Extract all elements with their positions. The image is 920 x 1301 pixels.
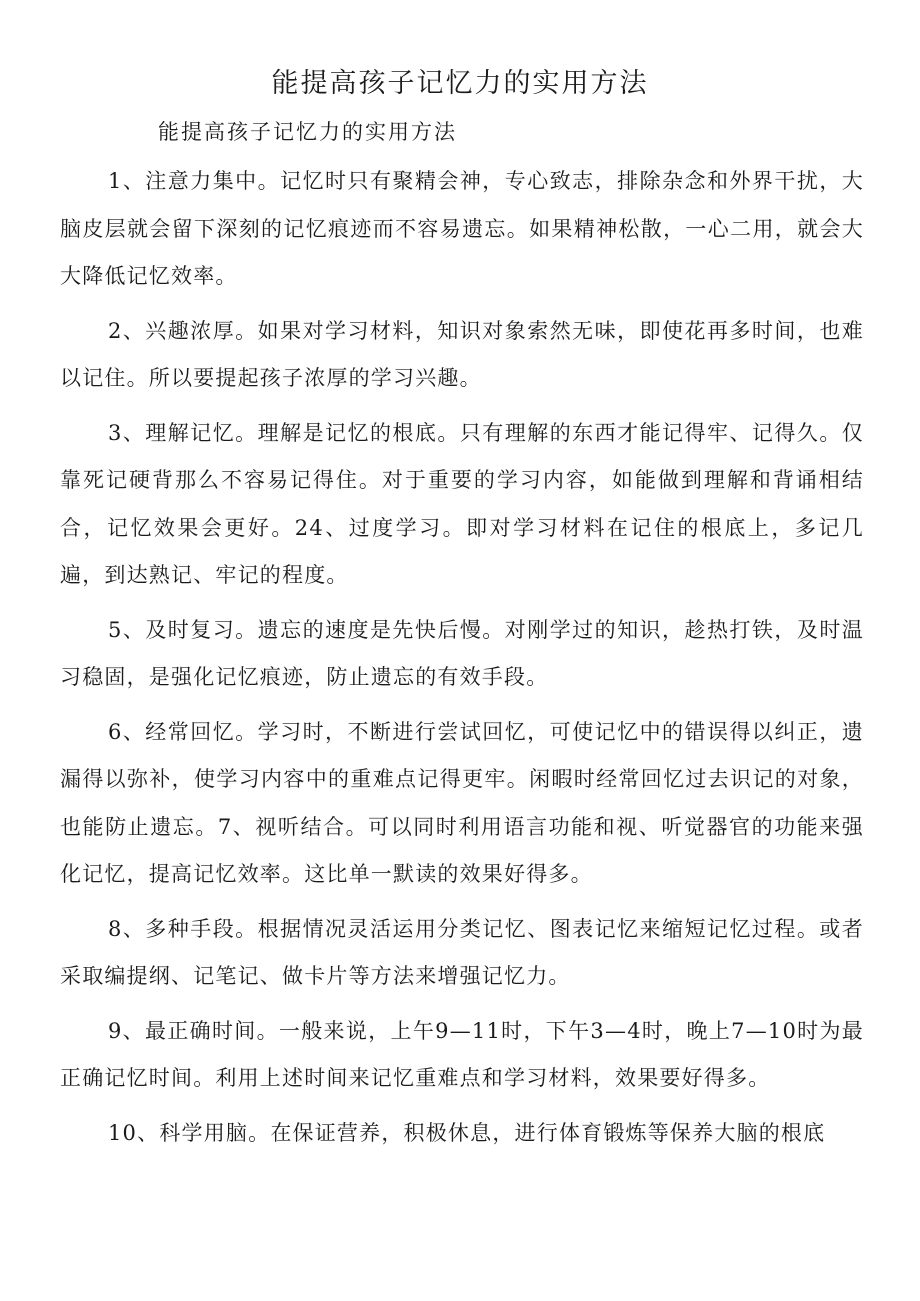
paragraph-8: 8、多种手段。根据情况灵活运用分类记忆、图表记忆来缩短记忆过程。或者采取编提纲、记笔记、做卡片等方法来增强记忆力。 (60, 916, 864, 988)
document-subtitle: 能提高孩子记忆力的实用方法 (158, 120, 457, 144)
paragraph-10: 10、科学用脑。在保证营养，积极休息，进行体育锻炼等保养大脑的根底 (108, 1120, 826, 1145)
paragraph-9: 9、最正确时间。一般来说，上午9—11时，下午3—4时，晚上7—10时为最正确记忆时间。利用上述时间来记忆重难点和学习材料，效果要好得多。 (60, 1018, 864, 1090)
paragraph-1: 1、注意力集中。记忆时只有聚精会神，专心致志，排除杂念和外界干扰，大脑皮层就会留下深刻的记忆痕迹而不容易遗忘。如果精神松散，一心二用，就会大大降低记忆效率。 (60, 169, 864, 288)
document-body (60, 158, 864, 1164)
paragraph-3: 3、理解记忆。理解是记忆的根底。只有理解的东西才能记得牢、记得久。仅靠死记硬背那么不容易记得住。对于重要的学习内容，如能做到理解和背诵相结合，记忆效果会更好。24、过度学习。即对学习材料在记住的根底上，多记几遍，到达熟记、牢记的程度。 (60, 420, 864, 587)
paragraph-2: 2、兴趣浓厚。如果对学习材料，知识对象索然无味，即使花再多时间，也难以记住。所以要提起孩子浓厚的学习兴趣。 (60, 318, 864, 390)
document-title: 能提高孩子记忆力的实用方法 (271, 68, 649, 99)
paragraph-5: 5、及时复习。遗忘的速度是先快后慢。对刚学过的知识，趁热打铁，及时温习稳固，是强化记忆痕迹，防止遗忘的有效手段。 (60, 617, 864, 689)
paragraph-6: 6、经常回忆。学习时，不断进行尝试回忆，可使记忆中的错误得以纠正，遗漏得以弥补，使学习内容中的重难点记得更牢。闲暇时经常回忆过去识记的对象，也能防止遗忘。7、视听结合。可以同时利用语言功能和视、听觉器官的功能来强化记忆，提高记忆效率。这比单一默读的效果好得多。 (60, 719, 864, 886)
